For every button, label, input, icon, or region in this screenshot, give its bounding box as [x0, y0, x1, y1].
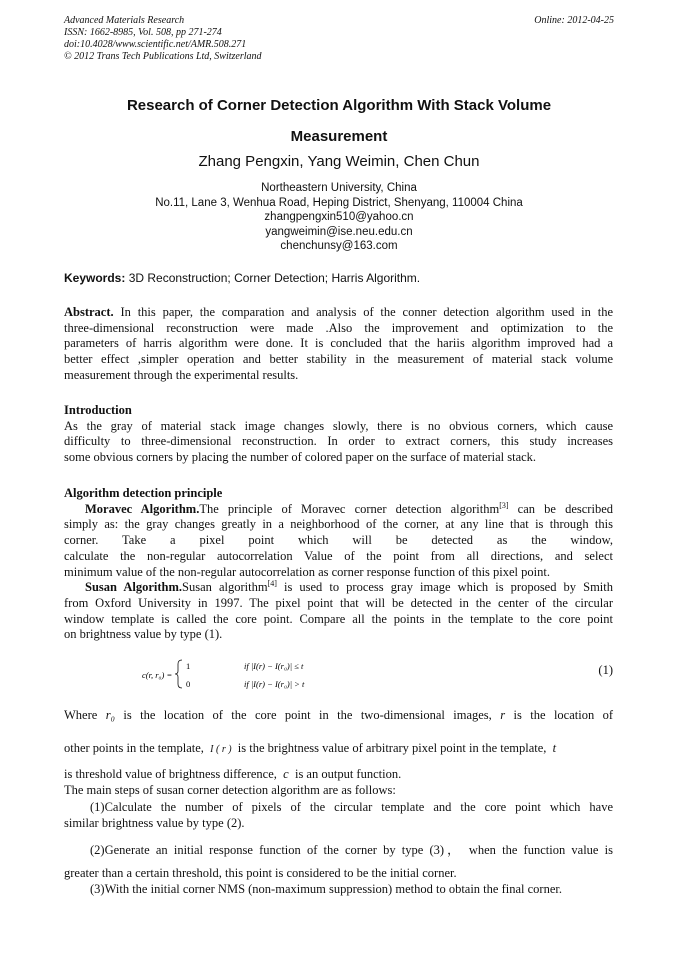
keywords — [64, 271, 613, 287]
formula-brace-icon — [175, 660, 182, 688]
introduction-heading: Introduction — [64, 403, 132, 417]
symbol-c: c — [283, 767, 289, 781]
online-date: Online: 2012-04-25 — [534, 15, 614, 26]
abstract-line: parameters of harris algorithm were done. It is concluded that the hariis algorithm improved had a — [64, 336, 613, 351]
where-text: other points in the template, — [64, 741, 204, 755]
intro-line: some obvious corners by placing the number of colored paper on the surface of material stack. — [64, 450, 537, 465]
where-text: is the location of the core point in the two-dimensional images, — [123, 708, 492, 722]
abstract-line: better effect ,simpler operation and better stability in the measurement of material stack volume — [64, 352, 613, 367]
step-2-cont — [64, 866, 613, 897]
formula-number: (1) — [598, 663, 613, 677]
where-line-3 — [64, 767, 613, 798]
affiliation-line-2: No.11, Lane 3, Wenhua Road, Heping District, Shenyang, 110004 China — [155, 196, 523, 209]
where-text: is threshold value of brightness difference, — [64, 767, 277, 781]
susan-line: on brightness value by type (1). — [64, 627, 223, 642]
email-2: yangweimin@ise.neu.edu.cn — [265, 225, 413, 238]
moravec-line: corner. Take a pixel point which will be detected as the window, — [64, 533, 613, 548]
step-1-line: similar brightness value by type (2). — [64, 815, 245, 830]
susan-line: from Oxford University in 1997. The pixel point that will be detected in the center of the circular — [64, 595, 613, 610]
doi-line: doi:10.4028/www.scientific.net/AMR.508.271 — [64, 39, 247, 50]
journal-header — [64, 15, 614, 63]
formula-case1-value: 1 — [186, 661, 191, 671]
abstract-line: In this paper, the comparation and analysis of the conner detection algorithm used in the — [113, 305, 613, 319]
formula-1 — [140, 654, 613, 694]
intro-line: As the gray of material stack image changes slowly, there is no obvious corners, which cause — [64, 418, 613, 433]
susan-text-end: is used to process gray image which is proposed by Smith — [276, 580, 613, 595]
moravec-line: calculate the non-regular autocorrelation Value of the point from all directions, and select — [64, 548, 613, 563]
title-line-2: Measurement — [290, 128, 388, 145]
journal-name: Advanced Materials Research — [64, 15, 185, 26]
algorithm-section — [64, 486, 613, 643]
affiliation-line-1: Northeastern University, China — [261, 182, 417, 194]
abstract — [64, 305, 613, 384]
susan-ref: [4] — [267, 579, 277, 589]
step-1-line: (1)Calculate the number of pixels of the circular template and the core point which have — [90, 800, 613, 814]
susan-line: window template is called the core point. Compare all the points in the template to the core point — [64, 611, 613, 626]
steps-list — [64, 800, 613, 831]
where-line-1 — [64, 708, 613, 724]
step-2-line: greater than a certain threshold, this point is considered to be the initial corner. — [64, 866, 457, 880]
abstract-line: measurement through the experimental results. — [64, 367, 299, 382]
step-2 — [64, 843, 613, 859]
formula-graphic — [140, 654, 340, 694]
moravec-ref: [3] — [499, 500, 509, 510]
steps-intro: The main steps of susan corner detection algorithm are as follows: — [64, 782, 396, 797]
susan-text: Susan algorithm — [182, 580, 268, 595]
paper-title — [40, 90, 638, 152]
where-text: is the brightness value of arbitrary pixel point in the template, — [237, 741, 547, 755]
abstract-label: Abstract. — [64, 305, 114, 319]
symbol-r0: r₀ — [105, 708, 115, 722]
moravec-line: simply as: the gray changes greatly in a neighborhood of the corner, at any line that is through this — [64, 517, 613, 532]
email-3: chenchunsy@163.com — [280, 240, 398, 252]
formula-case2-value: 0 — [186, 679, 191, 689]
authors: Zhang Pengxin, Yang Weimin, Chen Chun — [198, 153, 480, 170]
copyright-line: © 2012 Trans Tech Publications Ltd, Switzerland — [64, 51, 262, 62]
moravec-label: Moravec Algorithm. — [85, 501, 200, 516]
step-2-line: (2)Generate an initial response function of the corner by type (3)， when the function value is — [90, 843, 613, 857]
issn-line: ISSN: 1662-8985, Vol. 508, pp 271-274 — [64, 27, 222, 38]
keywords-text: 3D Reconstruction; Corner Detection; Harris Algorithm. — [125, 271, 421, 285]
moravec-text: The principle of Moravec corner detection algorithm — [199, 501, 500, 516]
formula-case2-cond: if |I(r) − I(r₀)| > t — [244, 679, 305, 689]
symbol-r: r — [500, 708, 506, 722]
formula-case1-cond: if |I(r) − I(r₀)| ≤ t — [244, 661, 304, 671]
symbol-t: t — [552, 741, 557, 755]
algorithm-heading: Algorithm detection principle — [64, 486, 223, 500]
keywords-label: Keywords: — [64, 271, 126, 285]
intro-line: difficulty to three-dimensional reconstruction. In order to extract corners, this study increases — [64, 434, 613, 449]
abstract-line: three-dimensional reconstruction were made .Also the improvement and optimization to the — [64, 320, 613, 335]
formula-lhs: c(r, r₀) = — [142, 670, 173, 680]
step-3-line: (3)With the initial corner NMS (non-maximum suppression) method to obtain the final corner. — [90, 881, 562, 896]
affiliation — [0, 181, 678, 254]
susan-label: Susan Algorithm. — [85, 580, 183, 595]
title-line-1: Research of Corner Detection Algorithm With Stack Volume — [126, 97, 552, 114]
where-text: is an output function. — [294, 767, 402, 781]
where-text: is the location of — [513, 708, 614, 722]
moravec-line: minimum value of the non-regular autocorrelation as corner response function of this pixel point. — [64, 564, 550, 579]
email-1: zhangpengxin510@yahoo.cn — [264, 211, 414, 223]
symbol-Ir: I ( r ) — [210, 744, 232, 755]
where-text: Where — [64, 708, 98, 722]
where-line-2 — [64, 741, 613, 758]
introduction-section — [64, 403, 613, 466]
moravec-text-end: can be described — [508, 501, 613, 516]
